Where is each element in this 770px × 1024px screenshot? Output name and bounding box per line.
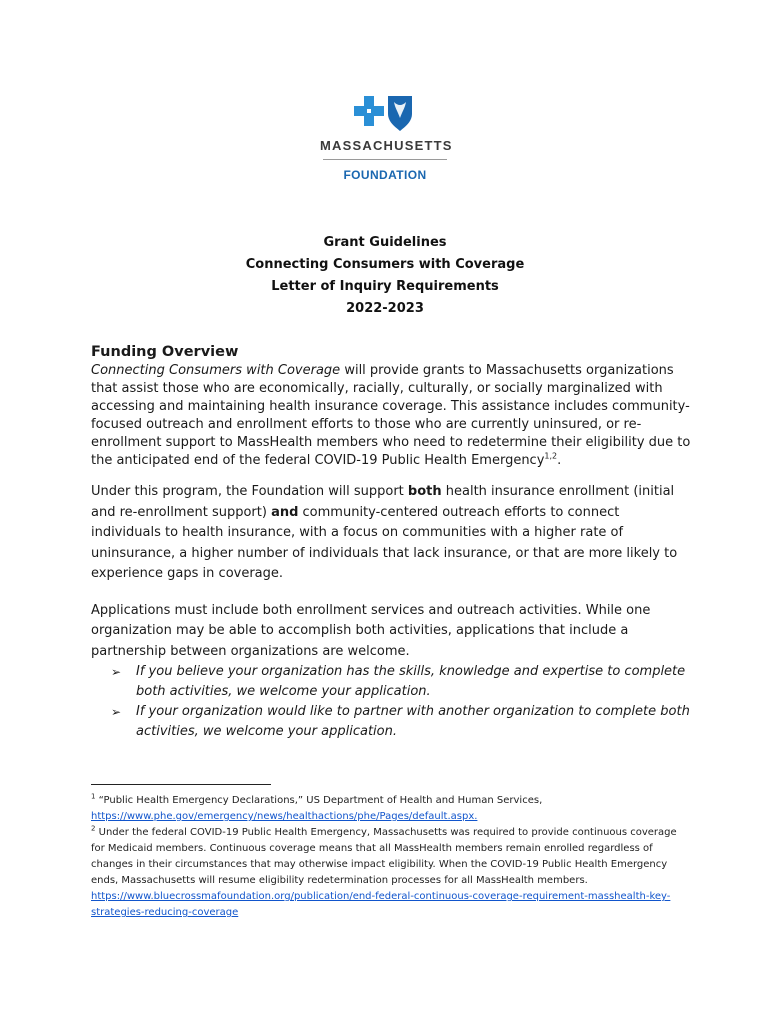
footnote-2-text: Under the federal COVID-19 Public Health Emergency, Massachusetts was required to provide continuous coverage for Medicaid members. Continuous coverage means that all MassHealth members remain enrolled regardless of changes in their circumstances that may otherwise impact eligibility. When the COVID-19 Public Health Emergency ends, Massachusetts will resume eligibility redetermination processes for all MassHealth members. — [91, 827, 677, 886]
paragraph-1-end: . — [557, 453, 562, 468]
list-item — [91, 702, 691, 742]
footnote-divider — [91, 784, 271, 785]
footnote-2 — [91, 825, 681, 921]
footnote-1 — [91, 793, 681, 825]
paragraph-2-emphasis-both: both — [407, 484, 442, 499]
logo-foundation-label: FOUNDATION — [343, 168, 427, 182]
overview-paragraph-1 — [91, 362, 691, 470]
footnote-1-link[interactable]: https://www.phe.gov/emergency/news/healthactions/phe/Pages/default.aspx. — [91, 811, 478, 822]
program-name: Connecting Consumers with Coverage — [91, 363, 341, 378]
foundation-logo — [320, 96, 453, 182]
document-title — [0, 232, 770, 320]
footnote-2-link[interactable]: https://www.bluecrossmafoundation.org/publication/end-federal-continuous-coverage-requirement-masshealth-key-strategies-reducing-coverage — [91, 891, 671, 918]
bullet-text: If you believe your organization has the skills, knowledge and expertise to complete both activities, we welcome your application. — [136, 664, 686, 699]
footnote-1-number: 1 — [91, 792, 96, 801]
cross-shield-icon — [354, 96, 416, 132]
arrow-bullet-icon: ➢ — [111, 705, 122, 719]
footnote-ref: 1,2 — [544, 451, 558, 461]
paragraph-2-text-c: health insurance enrollment (initial and re-enrollment support) — [91, 484, 675, 520]
overview-paragraph-3: Applications must include both enrollment services and outreach activities. While one organization may be able to accomplish both activities, applications that include a partnership between organizations are welcome. — [91, 602, 651, 659]
funding-overview-section — [91, 342, 691, 742]
list-item — [91, 662, 691, 702]
paragraph-1-text: will provide grants to Massachusetts organizations that assist those who are economically, racially, culturally, or socially marginalized with accessing and maintaining health insurance coverage. This assistance includes community-focused outreach and enrollment efforts to those who are currently uninsured, or re-enrollment support to MassHealth members who need to redetermine their eligibility due to the anticipated end of the federal COVID-19 Public Health Emergency — [91, 363, 691, 468]
logo-wordmark: MASSACHUSETTS — [320, 138, 453, 153]
footnote-2-number: 2 — [91, 824, 96, 833]
paragraph-2-text-a: Under this program, the Foundation will support — [91, 484, 408, 499]
title-line-1: Grant Guidelines — [323, 235, 447, 250]
paragraph-2-text-d: community-centered outreach efforts to connect individuals to health insurance, with a focus on communities with a higher rate of uninsurance, a higher number of individuals that lack insurance, or that are more likely to experience gaps in coverage. — [91, 504, 678, 581]
bullet-list — [91, 662, 691, 742]
arrow-bullet-icon: ➢ — [111, 665, 122, 679]
title-line-4: 2022-2023 — [346, 301, 424, 316]
title-line-2: Connecting Consumers with Coverage — [245, 257, 525, 272]
overview-paragraph-2 — [91, 482, 691, 585]
bullet-text: If your organization would like to partner with another organization to complete both activities, we welcome your application. — [136, 704, 690, 739]
paragraph-2-emphasis-and: and — [271, 504, 299, 520]
title-line-3: Letter of Inquiry Requirements — [271, 279, 499, 294]
section-heading: Funding Overview — [91, 344, 239, 360]
footnotes — [91, 793, 681, 921]
logo-divider — [323, 159, 447, 160]
footnote-1-text: “Public Health Emergency Declarations,” US Department of Health and Human Services, — [95, 795, 543, 806]
